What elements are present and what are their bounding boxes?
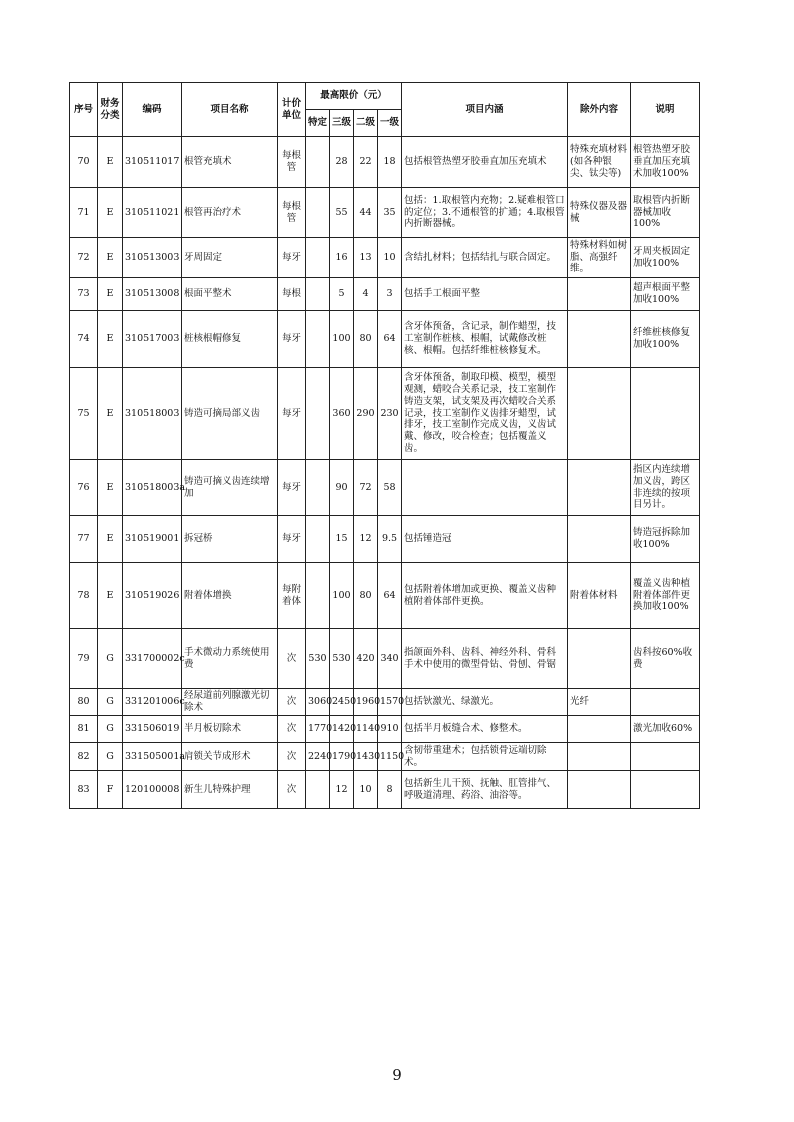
cell-price-level2: 10 [354, 771, 378, 809]
cell-price-level2: 290 [354, 368, 378, 460]
cell-price-level3: 360 [330, 368, 354, 460]
cell-notes [631, 368, 700, 460]
table-row [70, 716, 700, 743]
cell-unit: 每牙 [278, 311, 306, 368]
fee-table [69, 82, 700, 809]
cell-price-level1: 3 [378, 278, 402, 311]
cell-exclusions [568, 716, 631, 743]
table-row [70, 238, 700, 278]
cell-code: 331700002c [123, 629, 182, 689]
cell-code: 310511021 [123, 188, 182, 238]
cell-price-level3: 28 [330, 137, 354, 188]
cell-unit: 次 [278, 771, 306, 809]
cell-code: 310513008 [123, 278, 182, 311]
cell-unit: 每根管 [278, 188, 306, 238]
cell-content [402, 460, 568, 516]
cell-notes: 取根管内折断器械加收100% [631, 188, 700, 238]
cell-unit: 每根管 [278, 137, 306, 188]
cell-category: E [98, 188, 123, 238]
cell-price-level1: 1150 [378, 743, 402, 771]
cell-price-level1: 340 [378, 629, 402, 689]
cell-price-level2: 1430 [354, 743, 378, 771]
cell-item-name: 肩锁关节成形术 [182, 743, 278, 771]
cell-seq: 82 [70, 743, 98, 771]
header-item-name: 项目名称 [182, 83, 278, 137]
cell-unit: 每牙 [278, 516, 306, 563]
cell-seq: 73 [70, 278, 98, 311]
cell-item-name: 牙周固定 [182, 238, 278, 278]
cell-content: 包括根管热塑牙胶垂直加压充填术 [402, 137, 568, 188]
cell-price-level1: 64 [378, 311, 402, 368]
cell-price-special: 530 [306, 629, 330, 689]
cell-code: 310511017 [123, 137, 182, 188]
cell-exclusions [568, 516, 631, 563]
cell-notes: 指区内连续增加义齿，跨区非连续的按项目另计。 [631, 460, 700, 516]
cell-price-level1: 58 [378, 460, 402, 516]
cell-item-name: 新生儿特殊护理 [182, 771, 278, 809]
cell-price-level2: 4 [354, 278, 378, 311]
cell-price-level3: 55 [330, 188, 354, 238]
cell-price-special [306, 516, 330, 563]
cell-category: E [98, 137, 123, 188]
cell-item-name: 铸造可摘义齿连续增加 [182, 460, 278, 516]
cell-seq: 80 [70, 689, 98, 716]
cell-item-name: 桩核根帽修复 [182, 311, 278, 368]
cell-price-level3: 12 [330, 771, 354, 809]
cell-price-special [306, 137, 330, 188]
cell-price-special [306, 238, 330, 278]
table-row [70, 563, 700, 629]
cell-code: 310517003 [123, 311, 182, 368]
header-notes: 说明 [631, 83, 700, 137]
cell-category: E [98, 368, 123, 460]
header-seq: 序号 [70, 83, 98, 137]
cell-unit: 次 [278, 743, 306, 771]
cell-category: E [98, 278, 123, 311]
cell-notes: 纤维桩核修复加收100% [631, 311, 700, 368]
cell-category: G [98, 689, 123, 716]
cell-notes: 激光加收60% [631, 716, 700, 743]
cell-code: 310519026 [123, 563, 182, 629]
cell-exclusions [568, 311, 631, 368]
cell-content: 包括半月板缝合术、修整术。 [402, 716, 568, 743]
cell-price-level3: 15 [330, 516, 354, 563]
cell-price-level3: 100 [330, 563, 354, 629]
cell-notes [631, 771, 700, 809]
cell-price-special [306, 368, 330, 460]
table-row [70, 278, 700, 311]
cell-price-level3: 2450 [330, 689, 354, 716]
cell-unit: 每牙 [278, 238, 306, 278]
cell-seq: 83 [70, 771, 98, 809]
cell-content: 包括附着体增加或更换、覆盖义齿种植附着体部件更换。 [402, 563, 568, 629]
cell-seq: 71 [70, 188, 98, 238]
cell-seq: 75 [70, 368, 98, 460]
cell-price-level2: 13 [354, 238, 378, 278]
cell-content: 指颌面外科、齿科、神经外科、骨科手术中使用的微型骨钻、骨刨、骨锯 [402, 629, 568, 689]
table-row [70, 188, 700, 238]
table-row [70, 137, 700, 188]
cell-unit: 次 [278, 689, 306, 716]
cell-price-level2: 80 [354, 563, 378, 629]
header-exclusions: 除外内容 [568, 83, 631, 137]
cell-price-level2: 12 [354, 516, 378, 563]
cell-seq: 79 [70, 629, 98, 689]
cell-price-level2: 44 [354, 188, 378, 238]
cell-seq: 72 [70, 238, 98, 278]
cell-price-level1: 64 [378, 563, 402, 629]
cell-seq: 74 [70, 311, 98, 368]
header-unit: 计价单位 [278, 83, 306, 137]
cell-code: 310513003 [123, 238, 182, 278]
cell-unit: 次 [278, 629, 306, 689]
cell-code: 331505001a [123, 743, 182, 771]
cell-price-special [306, 188, 330, 238]
cell-price-level1: 35 [378, 188, 402, 238]
cell-price-level2: 420 [354, 629, 378, 689]
table-row [70, 689, 700, 716]
table-row [70, 460, 700, 516]
cell-price-level3: 100 [330, 311, 354, 368]
cell-item-name: 根管充填术 [182, 137, 278, 188]
cell-exclusions [568, 460, 631, 516]
cell-exclusions [568, 771, 631, 809]
table-row [70, 311, 700, 368]
cell-price-level3: 1790 [330, 743, 354, 771]
cell-code: 310518003a [123, 460, 182, 516]
cell-price-level3: 90 [330, 460, 354, 516]
cell-price-special [306, 460, 330, 516]
table-row [70, 771, 700, 809]
cell-category: E [98, 460, 123, 516]
cell-price-special [306, 278, 330, 311]
cell-price-special [306, 771, 330, 809]
cell-item-name: 拆冠桥 [182, 516, 278, 563]
cell-category: G [98, 743, 123, 771]
cell-item-name: 经尿道前列腺激光切除术 [182, 689, 278, 716]
cell-unit: 每牙 [278, 460, 306, 516]
cell-exclusions [568, 743, 631, 771]
table-row [70, 368, 700, 460]
cell-price-special: 1770 [306, 716, 330, 743]
cell-category: F [98, 771, 123, 809]
cell-price-level2: 1140 [354, 716, 378, 743]
header-level3: 三级 [330, 110, 354, 137]
cell-seq: 70 [70, 137, 98, 188]
header-content: 项目内涵 [402, 83, 568, 137]
cell-item-name: 根面平整术 [182, 278, 278, 311]
cell-price-level1: 8 [378, 771, 402, 809]
cell-unit: 每附着体 [278, 563, 306, 629]
cell-content: 含牙体预备，含记录，制作蜡型，技工室制作桩核、根帽，试戴修改桩核、根帽。包括纤维桩核修复术。 [402, 311, 568, 368]
cell-price-level3: 5 [330, 278, 354, 311]
cell-content: 包括钬激光、绿激光。 [402, 689, 568, 716]
cell-price-level3: 1420 [330, 716, 354, 743]
page-number: 9 [392, 1066, 402, 1084]
cell-exclusions [568, 278, 631, 311]
cell-exclusions: 特殊仪器及器械 [568, 188, 631, 238]
cell-price-level3: 16 [330, 238, 354, 278]
cell-content: 包括手工根面平整 [402, 278, 568, 311]
cell-price-level1: 910 [378, 716, 402, 743]
cell-price-level1: 10 [378, 238, 402, 278]
cell-price-special: 3060 [306, 689, 330, 716]
header-level2: 二级 [354, 110, 378, 137]
cell-item-name: 半月板切除术 [182, 716, 278, 743]
cell-code: 310519001 [123, 516, 182, 563]
header-category: 财务分类 [98, 83, 123, 137]
cell-exclusions [568, 368, 631, 460]
cell-price-level2: 22 [354, 137, 378, 188]
cell-price-special [306, 311, 330, 368]
cell-code: 310518003 [123, 368, 182, 460]
table-row [70, 516, 700, 563]
cell-item-name: 铸造可摘局部义齿 [182, 368, 278, 460]
cell-unit: 每根 [278, 278, 306, 311]
cell-price-level1: 1570 [378, 689, 402, 716]
cell-notes: 齿科按60%收费 [631, 629, 700, 689]
cell-code: 120100008 [123, 771, 182, 809]
cell-unit: 次 [278, 716, 306, 743]
cell-exclusions: 特殊材料如树脂、高强纤维。 [568, 238, 631, 278]
cell-exclusions: 特殊充填材料(如各种银尖、钛尖等) [568, 137, 631, 188]
cell-category: G [98, 716, 123, 743]
table-row [70, 743, 700, 771]
cell-seq: 76 [70, 460, 98, 516]
cell-content: 包括锤造冠 [402, 516, 568, 563]
cell-seq: 78 [70, 563, 98, 629]
cell-item-name: 手术微动力系统使用费 [182, 629, 278, 689]
cell-category: E [98, 516, 123, 563]
cell-price-level1: 230 [378, 368, 402, 460]
table-row [70, 629, 700, 689]
cell-exclusions [568, 629, 631, 689]
cell-content: 包括：1.取根管内充物；2.疑难根管口的定位；3.不通根管的扩通；4.取根管内折断器械。 [402, 188, 568, 238]
cell-category: E [98, 311, 123, 368]
cell-seq: 77 [70, 516, 98, 563]
cell-exclusions: 光纤 [568, 689, 631, 716]
header-code: 编码 [123, 83, 182, 137]
cell-notes: 覆盖义齿种植附着体部件更换加收100% [631, 563, 700, 629]
cell-notes [631, 743, 700, 771]
cell-price-level3: 530 [330, 629, 354, 689]
cell-content: 含结扎材料；包括结扎与联合固定。 [402, 238, 568, 278]
cell-item-name: 附着体增换 [182, 563, 278, 629]
cell-price-special [306, 563, 330, 629]
header-level1: 一级 [378, 110, 402, 137]
cell-content: 含牙体预备，制取印模、模型，模型观测，蜡咬合关系记录，技工室制作铸造支架，试支架及再次蜡咬合关系记录，技工室制作义齿排牙蜡型，试排牙，技工室制作完成义齿，义齿试戴、修改，咬合检查；包括覆盖义齿。 [402, 368, 568, 460]
cell-notes: 超声根面平整加收100% [631, 278, 700, 311]
cell-notes: 根管热塑牙胶垂直加压充填术加收100% [631, 137, 700, 188]
cell-notes: 牙周夹板固定加收100% [631, 238, 700, 278]
cell-exclusions: 附着体材料 [568, 563, 631, 629]
cell-unit: 每牙 [278, 368, 306, 460]
cell-category: G [98, 629, 123, 689]
cell-price-level2: 80 [354, 311, 378, 368]
cell-category: E [98, 563, 123, 629]
cell-price-level1: 18 [378, 137, 402, 188]
cell-price-level1: 9.5 [378, 516, 402, 563]
header-special: 特定 [306, 110, 330, 137]
header-price-group: 最高限价（元） [306, 83, 402, 110]
cell-category: E [98, 238, 123, 278]
cell-code: 331506019 [123, 716, 182, 743]
cell-item-name: 根管再治疗术 [182, 188, 278, 238]
cell-price-level2: 1960 [354, 689, 378, 716]
cell-price-special: 2240 [306, 743, 330, 771]
cell-price-level2: 72 [354, 460, 378, 516]
cell-notes: 铸造冠拆除加收100% [631, 516, 700, 563]
cell-code: 331201006c [123, 689, 182, 716]
cell-content: 包括新生儿干预、抚触、肛管排气、呼吸道清理、药浴、油浴等。 [402, 771, 568, 809]
cell-content: 含韧带重建术；包括锁骨远端切除术。 [402, 743, 568, 771]
cell-notes [631, 689, 700, 716]
cell-seq: 81 [70, 716, 98, 743]
